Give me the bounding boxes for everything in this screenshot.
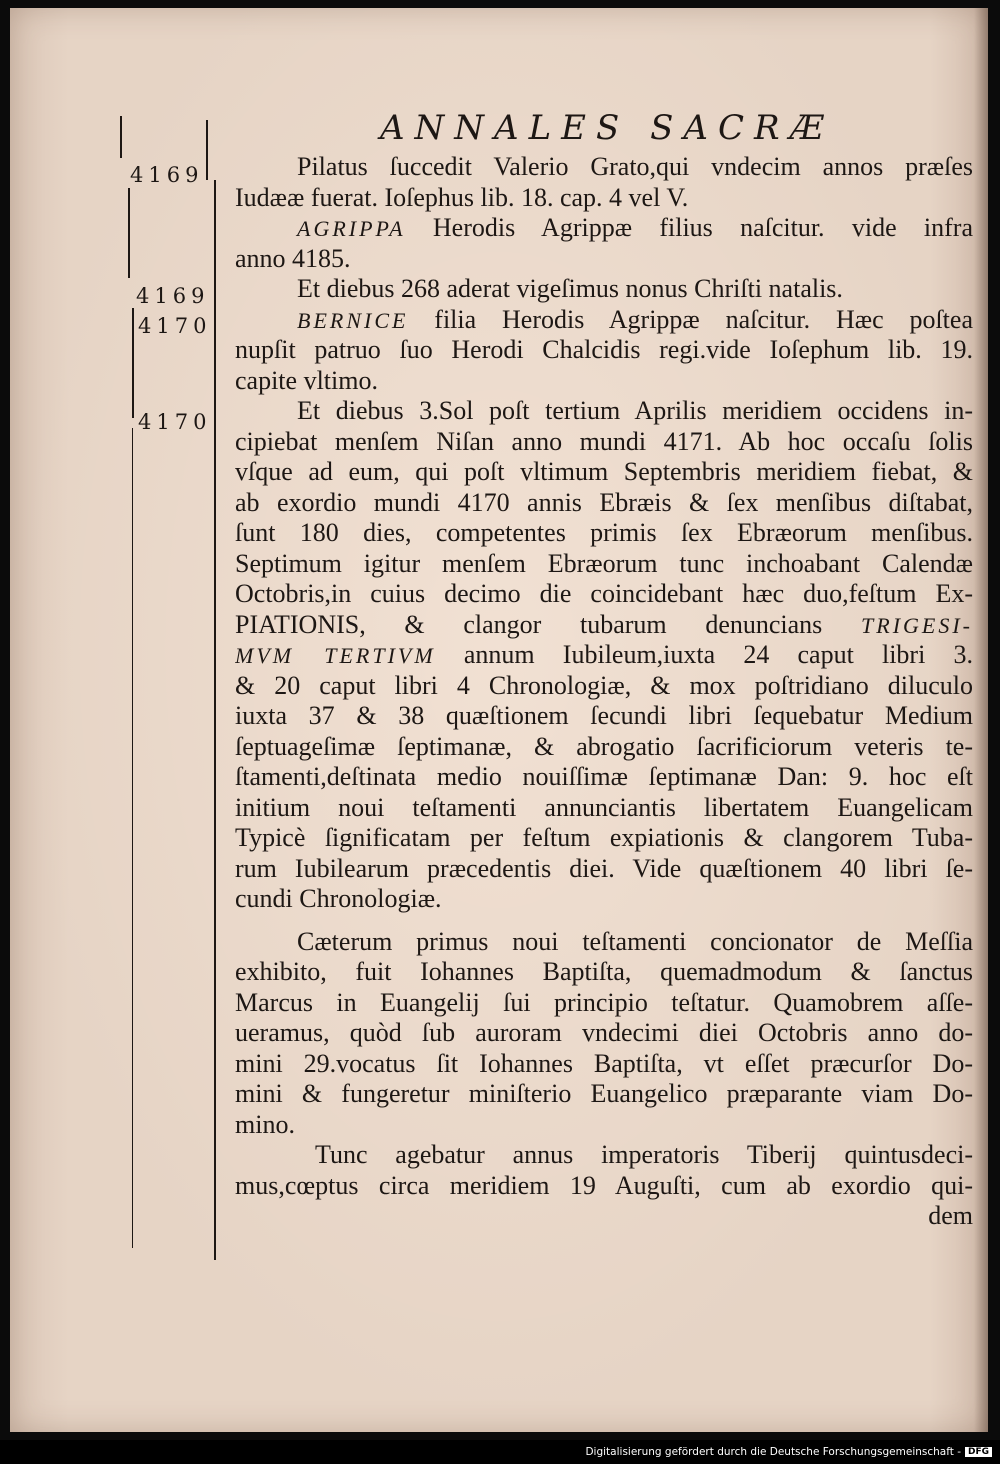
margin-rule: [128, 188, 130, 278]
margin-year: 4169: [136, 284, 210, 308]
margin-rule: [120, 116, 122, 158]
line-text: Marcus in Euangelij ſui principio teſtatur. Quamobrem aſſe-: [235, 987, 973, 1017]
line-text: Typicè ſignificatam per feſtum expiationis & clangorem Tuba-: [235, 823, 973, 852]
line-text: Iudææ fuerat. Ioſephus lib. 18. cap. 4 vel V.: [235, 182, 689, 212]
line-text: Pilatus ſuccedit Valerio Grato,qui vndecim annos præſes: [297, 152, 973, 181]
text-line: [235, 488, 973, 519]
line-text: capite vltimo.: [235, 365, 378, 395]
line-text: anno 4185.: [235, 243, 351, 273]
text-line: [235, 640, 973, 671]
line-text: Tunc agebatur annus imperatoris Tiberij quintusdeci-: [315, 1140, 973, 1169]
text-line: [235, 1110, 973, 1141]
line-text: Cæterum primus noui teſtamenti concionator de Meſſia: [297, 926, 973, 956]
line-text: & 20 caput libri 4 Chronologiæ, & mox poſtridiano diluculo: [235, 670, 973, 700]
line-text: Et diebus 268 aderat vigeſimus nonus Chriſti natalis.: [297, 274, 843, 303]
margin-year: 4170: [138, 314, 212, 338]
line-text: nupſit patruo ſuo Herodi Chalcidis regi.vide Ioſephum lib. 19.: [235, 335, 973, 364]
margin-rule: [132, 308, 134, 418]
book-page: [10, 8, 988, 1432]
line-text: dem: [928, 1201, 973, 1230]
margin-rule: [214, 180, 216, 1260]
line-text: ſunt 180 dies, competentes primis ſex Ebræorum menſibus.: [235, 518, 973, 547]
text-line: [235, 152, 973, 183]
text-line: [235, 549, 973, 580]
line-text: cundi Chronologiæ.: [235, 884, 442, 913]
line-text: initium noui teſtamenti annunciantis libertatem Euangelicam: [235, 792, 973, 822]
text-line: [235, 427, 973, 458]
text-line: [235, 1018, 973, 1049]
margin-rule: [206, 120, 208, 180]
text-line: [235, 518, 973, 549]
text-line: [235, 366, 973, 397]
line-text: Et diebus 3.Sol poſt tertium Aprilis meridiem occidens in-: [297, 396, 973, 425]
line-text: Septimum igitur menſem Ebræorum tunc inchoabant Calendæ: [235, 548, 973, 578]
small-caps-name: AGRIPPA: [297, 216, 406, 241]
text-line: [235, 244, 973, 275]
text-line: [235, 823, 973, 854]
small-caps-name: MVM TERTIVM: [235, 643, 436, 668]
line-text: ſtamenti,deſtinata medio nouiſſimæ ſeptimanæ Dan: 9. hoc eſt: [235, 762, 973, 791]
text-line: [235, 274, 973, 305]
text-line: [235, 762, 973, 793]
text-line: [235, 1201, 973, 1232]
body-text: [235, 152, 973, 1232]
small-caps-name: BERNICE: [297, 307, 409, 333]
paragraph-gap: [235, 915, 973, 927]
margin-rule: [132, 428, 133, 1248]
line-text: Octobris,in cuius decimo die coincidebant hæc duo,feſtum Ex-: [235, 579, 973, 608]
line-text: rum Iubilearum præcedentis diei. Vide quæſtionem 40 libri ſe-: [235, 853, 973, 883]
text-line: [235, 927, 973, 958]
margin-year: 4169: [130, 163, 204, 187]
text-line: [235, 854, 973, 885]
line-text: ab exordio mundi 4170 annis Ebræis & ſex menſibus diſtabat,: [235, 487, 973, 517]
text-line: [235, 305, 973, 336]
line-text: filia Herodis Agrippæ naſcitur. Hæc poſtea: [408, 304, 973, 334]
text-line: [235, 793, 973, 824]
page-edge-shadow: [974, 8, 988, 1432]
text-line: [235, 579, 973, 610]
line-text: cipiebat menſem Niſan anno mundi 4171. Ab hoc occaſu ſolis: [235, 426, 973, 456]
line-text: PIATIONIS, & clangor tubarum denuncians: [235, 609, 862, 639]
line-text: mus,cœptus circa meridiem 19 Auguſti, cum ab exordio qui-: [235, 1170, 973, 1200]
line-text: Herodis Agrippæ filius naſcitur. vide infra: [405, 213, 973, 242]
text-line: [235, 396, 973, 427]
text-line: [235, 1079, 973, 1110]
text-line: [235, 957, 973, 988]
line-text: vſque ad eum, qui poſt vltimum Septembris meridiem fiebat, &: [235, 457, 973, 486]
small-caps-name: TRIGESI-: [861, 612, 973, 638]
text-line: [235, 701, 973, 732]
text-line: [235, 884, 973, 915]
text-line: [235, 610, 973, 641]
text-line: [235, 1049, 973, 1080]
text-line: [235, 457, 973, 488]
line-text: mino.: [235, 1109, 295, 1139]
dfg-logo: DFG: [965, 1447, 992, 1457]
text-line: [235, 988, 973, 1019]
line-text: ueramus, quòd ſub auroram vndecimi diei Octobris anno do-: [235, 1018, 973, 1047]
text-line: [235, 183, 973, 214]
text-line: [235, 213, 973, 244]
line-text: ſeptuageſimæ ſeptimanæ, & abrogatio ſacrificiorum veteris te-: [235, 731, 973, 761]
margin-year: 4170: [138, 410, 212, 434]
line-text: annum Iubileum,iuxta 24 caput libri 3.: [435, 640, 973, 669]
line-text: exhibito, fuit Iohannes Baptiſta, quemadmodum & ſanctus: [235, 957, 973, 986]
text-line: [235, 732, 973, 763]
line-text: mini & fungeretur miniſterio Euangelico præparante viam Do-: [235, 1079, 973, 1108]
running-head: ANNALES SACRÆ: [380, 108, 834, 148]
text-line: [235, 671, 973, 702]
footer-text: Digitalisierung gefördert durch die Deutsche Forschungsgemeinschaft -: [585, 1446, 961, 1458]
line-text: mini 29.vocatus ſit Iohannes Baptiſta, vt eſſet præcurſor Do-: [235, 1048, 973, 1078]
text-line: [235, 335, 973, 366]
text-line: [235, 1171, 973, 1202]
text-line: [235, 1140, 973, 1171]
line-text: iuxta 37 & 38 quæſtionem ſecundi libri ſequebatur Medium: [235, 701, 973, 730]
footer-credit: [585, 1446, 992, 1458]
